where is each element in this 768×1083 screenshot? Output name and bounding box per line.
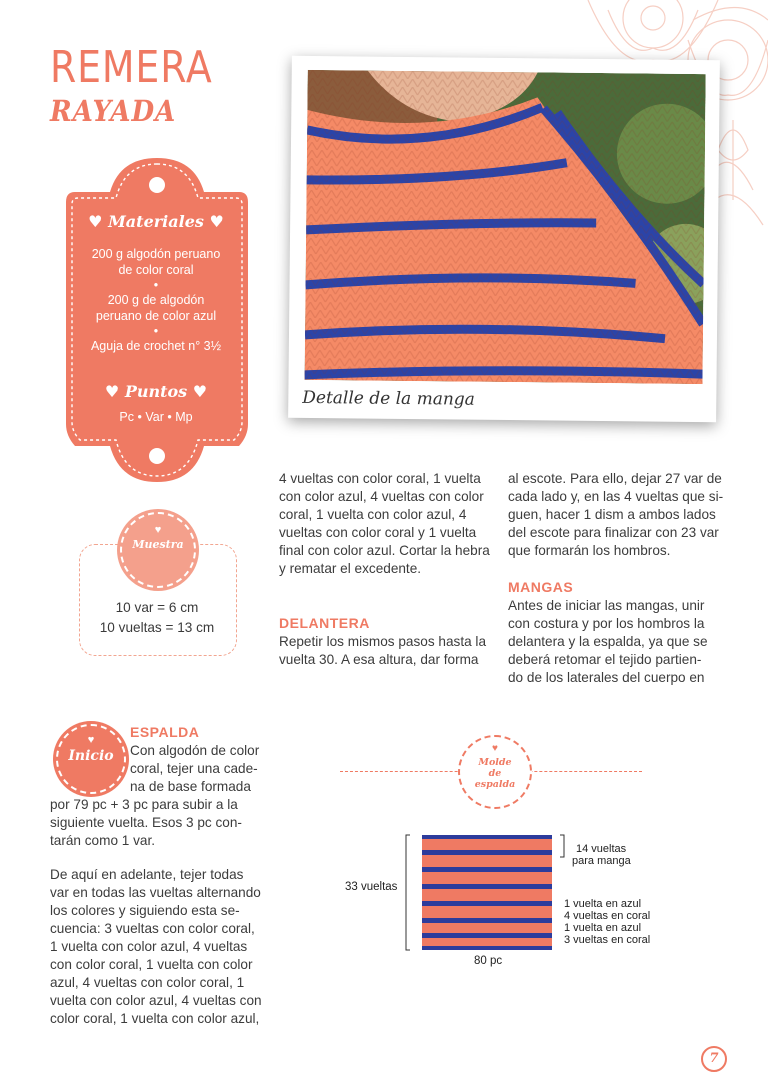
section-heading-mangas: MANGAS [508, 579, 574, 595]
diagram-badge-label: Molde de espalda [474, 757, 516, 790]
column-2-text: 4 vueltas con color coral, 1 vuelta con color azul, 4 vueltas con color coral, 1 vuelta con color azul, 4 vueltas con color coral y 1 vuelta final con color azul. Cortar la hebra y rematar el excedente. [279, 471, 490, 576]
photo-frame [288, 56, 720, 422]
start-badge-label: Inicio [68, 748, 114, 764]
espalda-intro: Con algodón de color coral, tejer una cade- na de base formada [130, 743, 260, 794]
heart-icon: ♥ [492, 743, 498, 754]
heart-icon: ♥ [87, 734, 95, 746]
section-heading-espalda: ESPALDA [130, 724, 200, 740]
points-list: Pc • Var • Mp [119, 410, 193, 424]
material-item: 200 g algodón peruano [91, 247, 221, 261]
materials-heading: ♥ Materiales ♥ [88, 212, 224, 231]
heart-icon: ♥ [192, 382, 208, 401]
pattern-diagram [400, 825, 570, 955]
mangas-text: Antes de iniciar las mangas, unir con costura y por los hombros la delantera y la espalda, ya que se deberá retomar el tejido partien- do de los laterales del cuerpo en [508, 598, 708, 685]
heart-icon: ♥ [104, 382, 120, 401]
heart-icon: ♥ [154, 524, 162, 536]
stripe-legend: 1 vuelta en azul 4 vueltas en coral 1 vuelta en azul 3 vueltas en coral [564, 898, 651, 946]
rows-label: 33 vueltas [345, 881, 398, 893]
column-3-text: al escote. Para ello, dejar 27 var de cada lado y, en las 4 vueltas que si- guen, hacer 1 dism a ambos lados del escote para finalizar con 23 var que formarán los hombros. [508, 471, 724, 558]
section-heading-delantera: DELANTERA [279, 615, 370, 631]
sleeve-note: 14 vueltas para manga [572, 843, 631, 867]
page-number: 7 [701, 1046, 727, 1072]
bullet: • [153, 278, 159, 292]
material-item: de color coral [118, 263, 194, 277]
width-label: 80 pc [474, 955, 503, 967]
material-item: peruano de color azul [95, 309, 217, 323]
materials-list [66, 246, 246, 354]
bullet: • [153, 324, 159, 338]
delantera-text: Repetir los mismos pasos hasta la vuelta 30. A esa altura, dar forma [279, 634, 487, 667]
gauge-values: 10 var = 6 cm 10 vueltas = 13 cm [99, 600, 215, 635]
material-item: Aguja de crochet n° 3½ [90, 339, 222, 353]
photo-caption: Detalle de la manga [302, 387, 475, 410]
material-item: 200 g de algodón [107, 293, 205, 307]
espalda-body: por 79 pc + 3 pc para subir a la siguiente vuelta. Esos 3 pc con- tarán como 1 var. De aquí en adelante, tejer todas var en todas las vueltas alternando los colores y siguiendo esta se- cuencia: 3 vueltas con color coral, 1 vuelta con color azul, 4 vueltas con color coral, 1 vuelta con color azul, 4 vueltas con color coral, 1 vuelta con color azul, 4 vueltas con color coral, 1 vuelta con color azul, [50, 797, 262, 1026]
heart-icon: ♥ [88, 212, 103, 231]
points-heading: ♥ Puntos ♥ [104, 382, 208, 401]
heart-icon: ♥ [209, 212, 224, 231]
page-title: REMERA [50, 42, 213, 93]
gauge-badge-label: Muestra [132, 538, 184, 551]
sweater-photo [305, 70, 706, 384]
page-subtitle: RAYADA [50, 94, 177, 128]
